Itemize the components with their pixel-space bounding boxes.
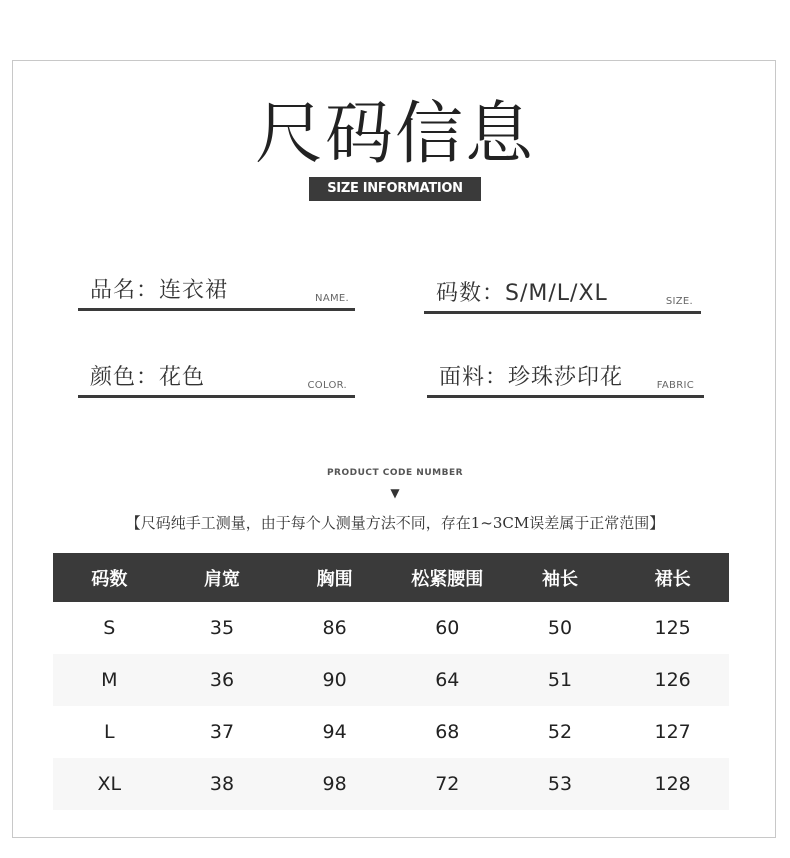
field-fabric-en: FABRIC — [656, 380, 694, 391]
table-row — [53, 654, 729, 706]
field-color-en: COLOR. — [307, 380, 347, 391]
table-cell: 52 — [547, 721, 573, 743]
table-cell: 51 — [504, 654, 617, 706]
table-cell: 127 — [654, 721, 691, 743]
table-cell: 60 — [435, 617, 460, 639]
field-size-text: 码数：S/M/L/XL — [436, 281, 608, 306]
table-cell: 36 — [166, 654, 279, 706]
size-table — [53, 553, 729, 810]
field-fabric-text: 面料：珍珠莎印花 — [439, 365, 624, 390]
measurement-note: 【尺码纯手工测量，由于每个人测量方法不同，存在1~3CM误差属于正常范围】 — [125, 514, 665, 532]
table-row — [53, 706, 729, 758]
table-row — [53, 602, 729, 654]
down-arrow-icon: ▼ — [390, 486, 400, 500]
table-cell: 86 — [322, 617, 347, 639]
table-cell: M — [53, 654, 166, 706]
table-cell: 125 — [654, 617, 691, 639]
table-cell: L — [104, 721, 115, 743]
field-name-text: 品名：连衣裙 — [90, 278, 229, 303]
table-cell: 50 — [547, 617, 573, 639]
table-cell: 37 — [209, 721, 235, 743]
header-length: 裙长 — [616, 553, 729, 602]
page-title: 尺码信息 — [254, 95, 535, 174]
table-cell: 68 — [435, 721, 460, 743]
header-size: 码数 — [53, 553, 166, 602]
field-color-text: 颜色：花色 — [90, 365, 206, 390]
table-cell: 128 — [616, 758, 729, 810]
field-name-en: NAME. — [315, 293, 349, 304]
field-fabric — [427, 356, 704, 398]
table-cell: 64 — [391, 654, 504, 706]
table-cell: 38 — [166, 758, 279, 810]
header-bust: 胸围 — [278, 553, 391, 602]
field-color — [78, 356, 355, 398]
header-shoulder: 肩宽 — [166, 553, 279, 602]
table-cell: 53 — [504, 758, 617, 810]
table-cell: 90 — [278, 654, 391, 706]
subtitle-badge: SIZE INFORMATION — [309, 177, 481, 201]
field-size — [424, 270, 701, 314]
table-row — [53, 758, 729, 810]
table-cell: 94 — [322, 721, 347, 743]
table-cell: 98 — [278, 758, 391, 810]
table-cell: 35 — [209, 617, 235, 639]
header-waist: 松紧腰围 — [391, 553, 504, 602]
table-cell: S — [103, 617, 116, 639]
field-size-en: SIZE. — [665, 296, 693, 307]
header-sleeve: 袖长 — [504, 553, 617, 602]
product-code-label: PRODUCT CODE NUMBER — [326, 468, 464, 478]
table-header-row — [53, 553, 729, 602]
table-cell: XL — [53, 758, 166, 810]
field-name — [78, 270, 355, 311]
table-cell: 126 — [616, 654, 729, 706]
table-cell: 72 — [391, 758, 504, 810]
